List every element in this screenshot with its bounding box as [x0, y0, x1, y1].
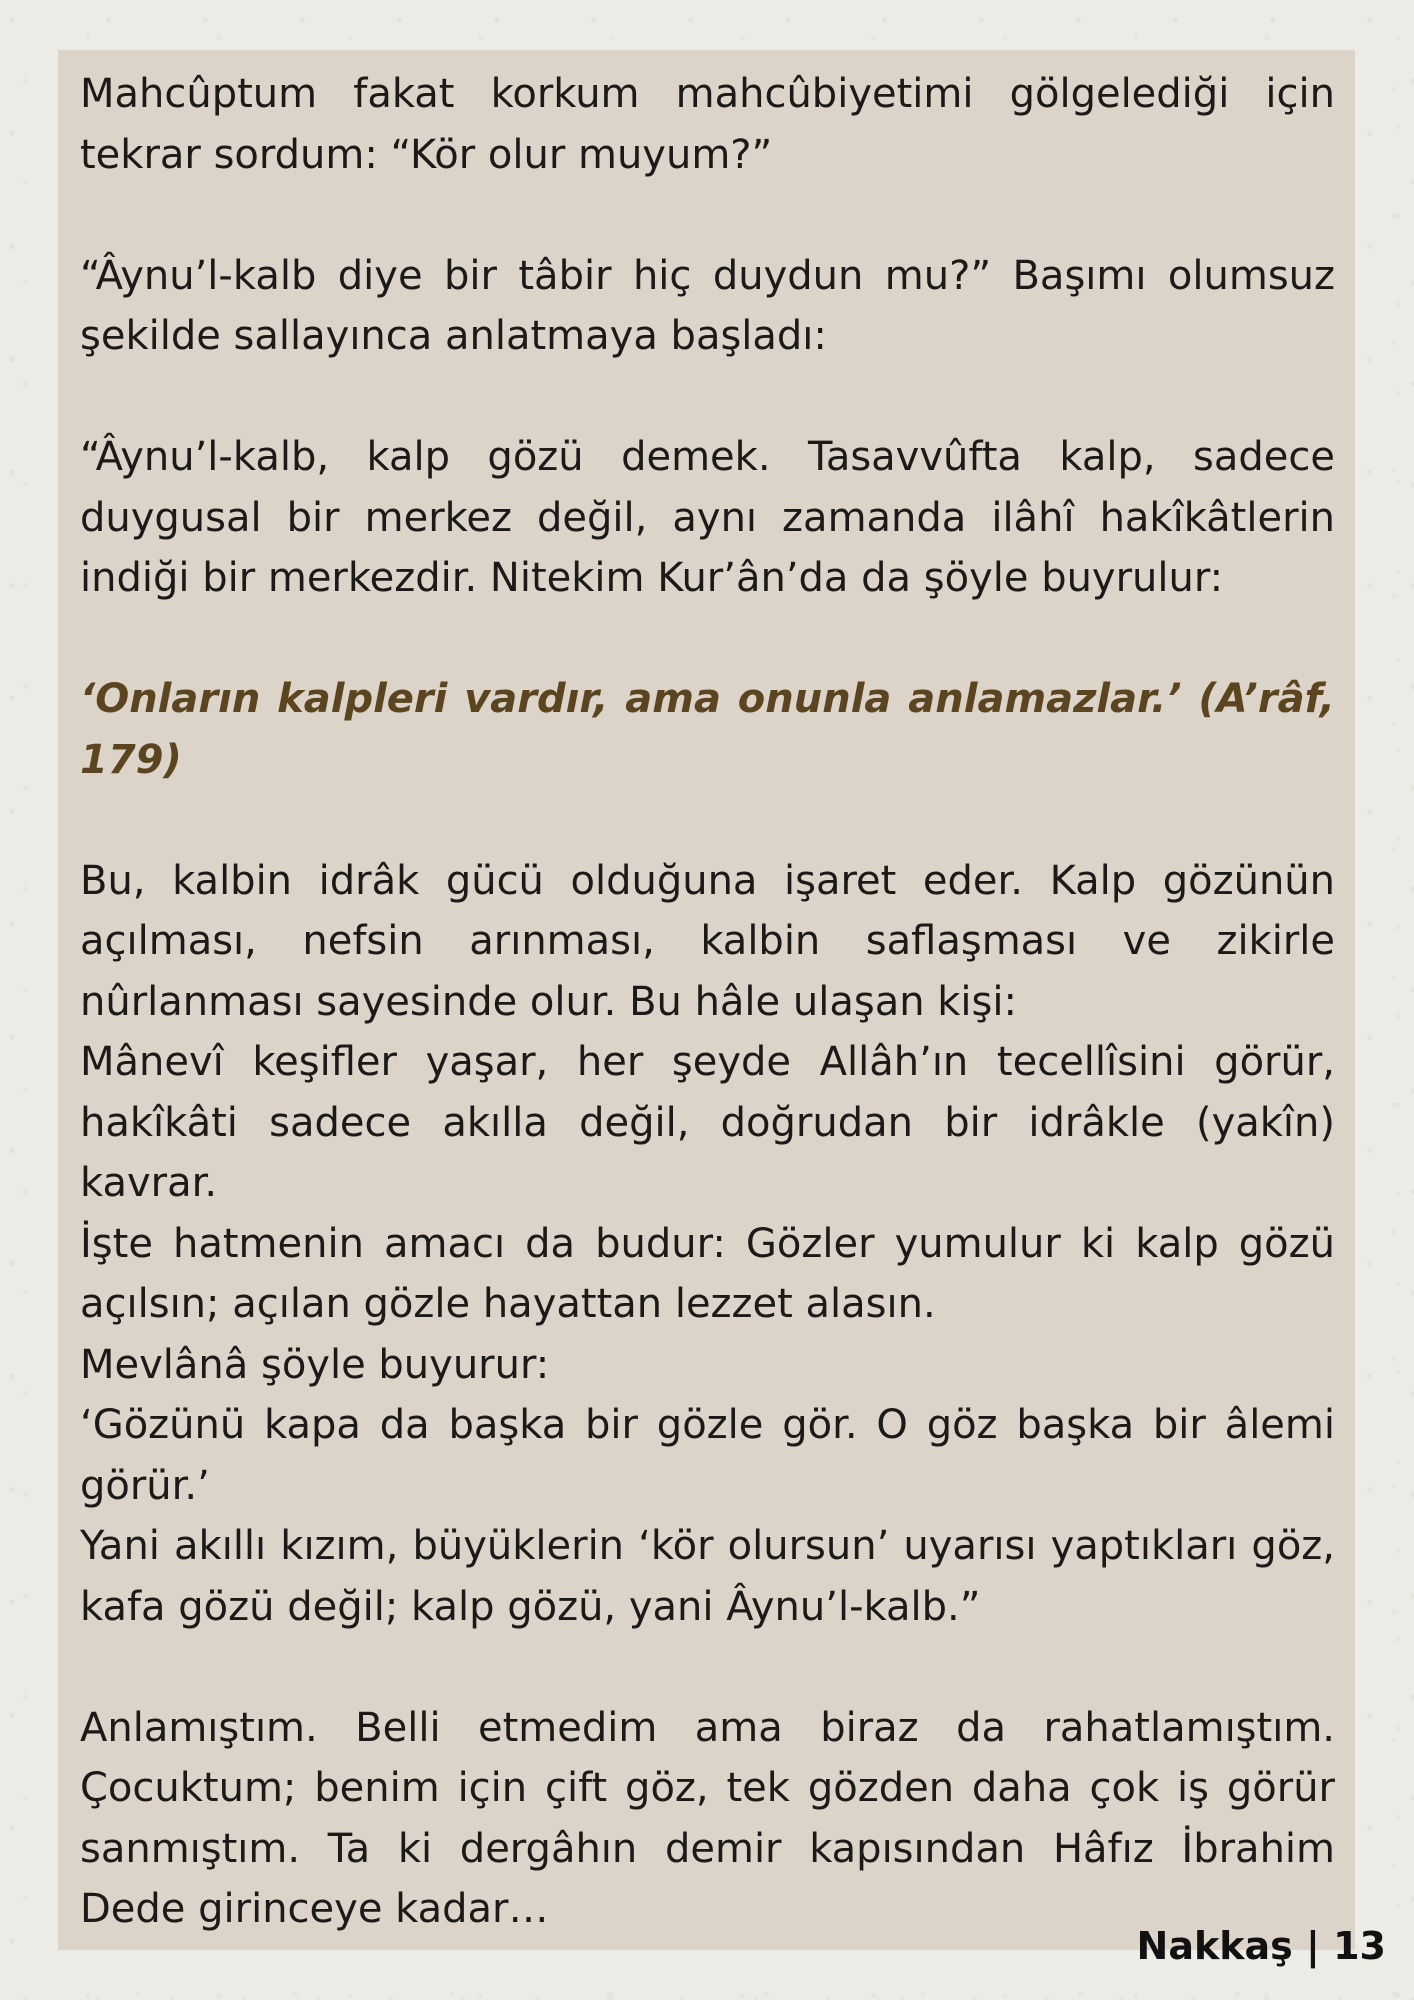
paragraph: Anlamıştım. Belli etmedim ama biraz da rahatlamıştım. Çocuktum; benim için çift göz, tek gözden daha çok iş görür sanmıştım. Ta ki dergâhın demir kapısından Hâfız İbrahim Dede girinceye kadar…	[80, 1704, 1335, 1932]
quran-quote: ‘Onların kalpleri vardır, ama onunla anlamazlar.’ (A’râf, 179)	[80, 676, 1335, 783]
paragraph: Mevlânâ şöyle buyurur:	[80, 1341, 550, 1388]
paragraph: Yani akıllı kızım, büyüklerin ‘kör olursun’ uyarısı yaptıkları göz, kafa gözü değil; kalp gözü, yani Âynu’l-kalb.”	[80, 1523, 1335, 1630]
paragraph: Mahcûptum fakat korkum mahcûbiyetimi gölgelediği için tekrar sordum: “Kör olur muyum?”	[80, 71, 1335, 178]
page-body	[80, 64, 1335, 1940]
mevlana-quote: ‘Gözünü kapa da başka bir gözle gör. O göz başka bir âlemi görür.’	[80, 1402, 1335, 1509]
paragraph: Mânevî keşifler yaşar, her şeyde Allâh’ın tecellîsini görür, hakîkâti sadece akılla değil, doğrudan bir idrâkle (yakîn) kavrar.	[80, 1039, 1335, 1206]
page-footer: Nakkaş | 13	[1136, 1924, 1386, 1968]
paragraph-gap	[80, 790, 1335, 851]
paragraph: Bu, kalbin idrâk gücü olduğuna işaret eder. Kalp gözünün açılması, nefsin arınması, kalbin saflaşması ve zikirle nûrlanması sayesinde olur. Bu hâle ulaşan kişi:	[80, 857, 1335, 1025]
paragraph-gap	[80, 367, 1335, 428]
paragraph-gap	[80, 609, 1335, 670]
paragraph: İşte hatmenin amacı da budur: Gözler yumulur ki kalp gözü açılsın; açılan gözle hayattan lezzet alasın.	[80, 1220, 1335, 1327]
paragraph-gap	[80, 1637, 1335, 1698]
paragraph: “Âynu’l-kalb, kalp gözü demek. Tasavvûfta kalp, sadece duygusal bir merkez değil, aynı zamanda ilâhî hakîkâtlerin indiği bir merkezdir. Nitekim Kur’ân’da da şöyle buyrulur:	[80, 434, 1335, 601]
paragraph-gap	[80, 185, 1335, 246]
paragraph: “Âynu’l-kalb diye bir tâbir hiç duydun mu?” Başımı olumsuz şekilde sallayınca anlatmaya başladı:	[80, 252, 1335, 359]
